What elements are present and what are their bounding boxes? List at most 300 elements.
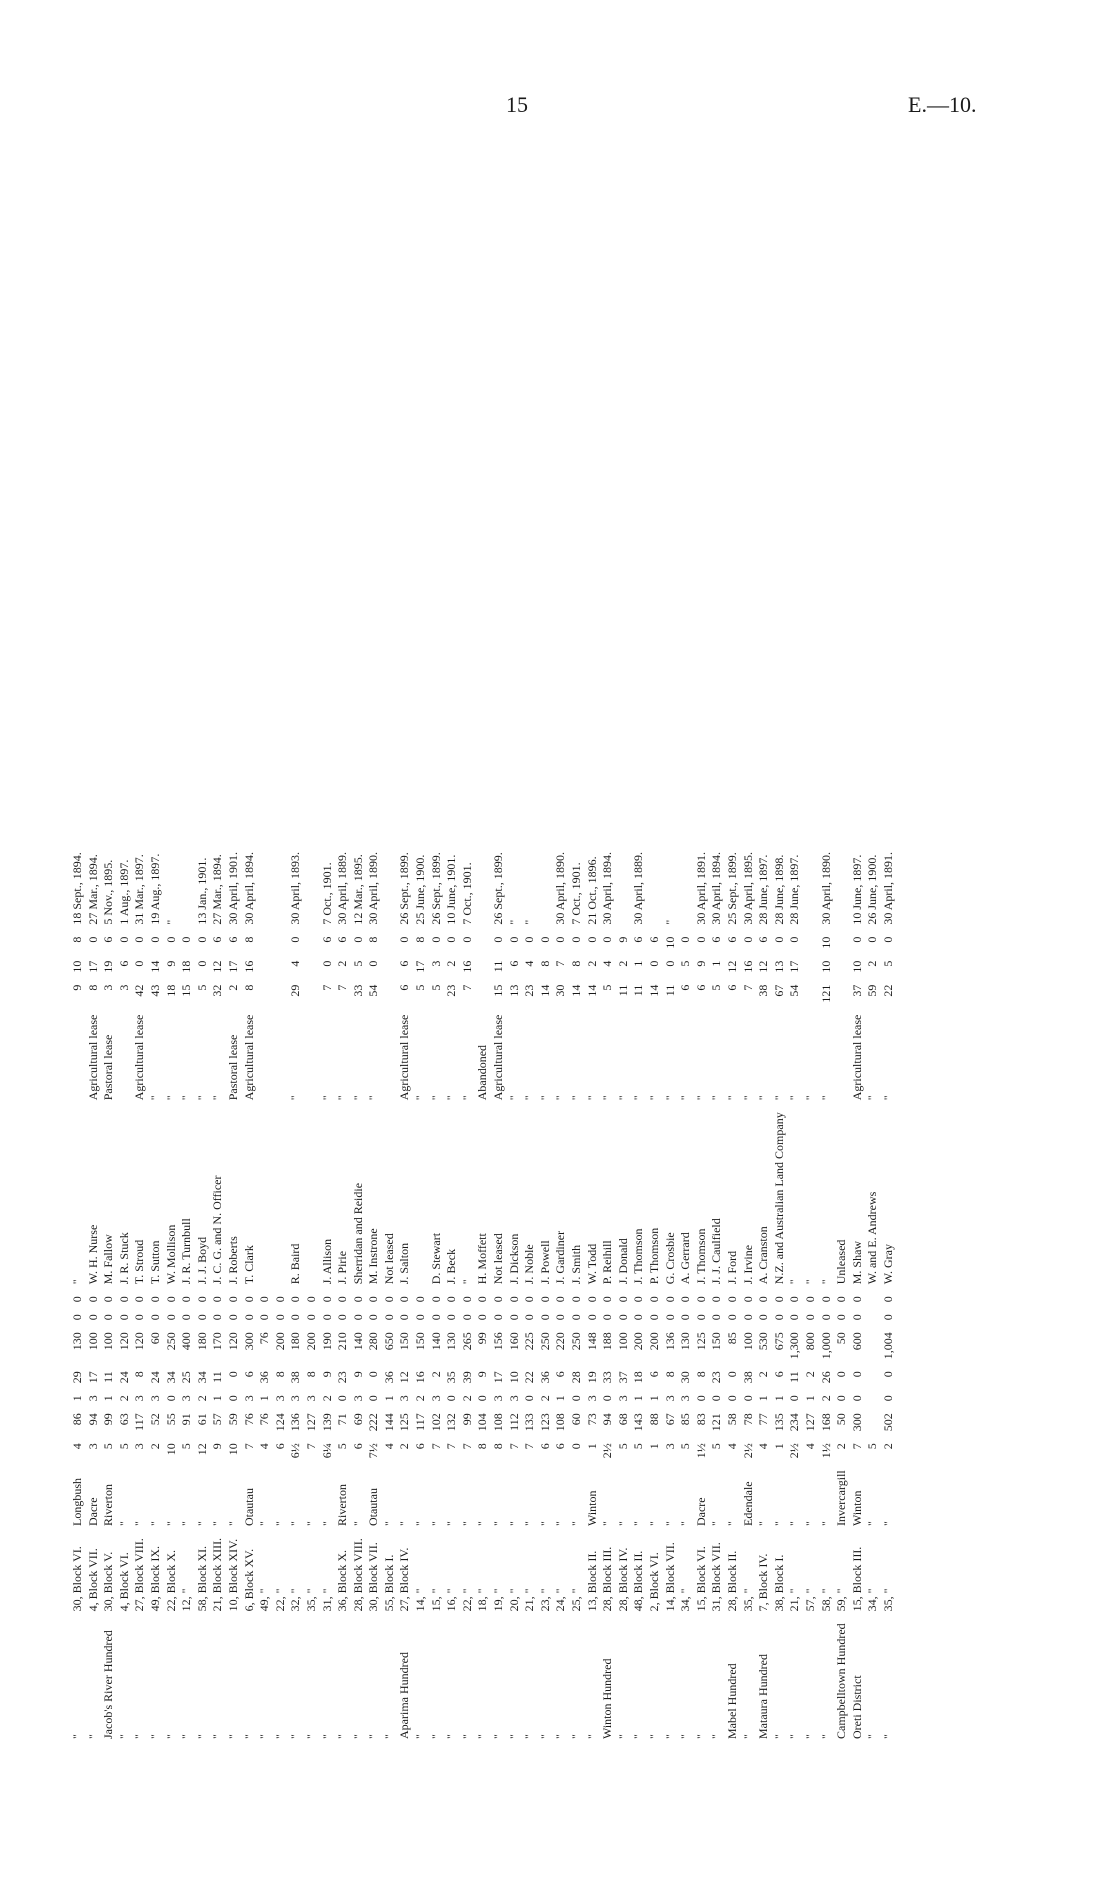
table-cell: 3 <box>85 1443 100 1450</box>
table-cell: 12 <box>194 1443 209 1456</box>
table-cell: 0 <box>459 1296 474 1303</box>
table-cell: 250 <box>537 1332 552 1351</box>
table-cell: 36 <box>257 1371 272 1384</box>
table-cell: 5 <box>335 1443 350 1450</box>
table-cell: 61 <box>194 1413 209 1426</box>
table-cell <box>179 846 195 931</box>
table-cell <box>257 955 273 979</box>
table-cell: 35, " <box>740 1588 755 1612</box>
table-cell: 0 <box>475 1296 490 1303</box>
table-cell: 8 <box>366 936 381 943</box>
table-cell: 2 <box>818 1395 833 1402</box>
table-cell: 5 <box>350 960 365 967</box>
table-cell: 30 April, 1890. <box>366 851 381 925</box>
table-cell: 0 <box>272 1314 287 1321</box>
table-cell: 0 <box>522 1296 537 1303</box>
table-cell: 200 <box>646 1332 661 1351</box>
table-cell: 124 <box>272 1413 287 1432</box>
table-cell <box>304 1009 320 1107</box>
table-cell: Otautau <box>366 1488 381 1527</box>
table-cell: 8 <box>475 1443 490 1450</box>
table-cell: " <box>880 1521 895 1527</box>
table-cell: 15 <box>491 984 506 997</box>
table-cell: 120 <box>225 1332 240 1351</box>
table-cell: M. Shaw <box>849 1240 864 1285</box>
table-row <box>538 846 554 1745</box>
table-cell: 139 <box>319 1413 334 1432</box>
table-cell: " <box>459 1734 474 1739</box>
table-cell: 26 <box>818 1371 833 1384</box>
table-cell <box>803 955 819 979</box>
table-cell: Jacob's River Hundred <box>101 1630 116 1739</box>
table-cell: 0 <box>381 1314 396 1321</box>
table-cell: " <box>475 1521 490 1527</box>
table-cell: 160 <box>506 1332 521 1351</box>
table-cell: Winton <box>584 1490 599 1527</box>
table-cell: 0 <box>225 1395 240 1402</box>
table-cell: 6 <box>506 960 521 967</box>
table-cell: " <box>459 1095 474 1101</box>
table-cell: " <box>459 1279 474 1285</box>
table-cell: " <box>444 1734 459 1739</box>
table-cell: 58, Block XI. <box>194 1546 209 1612</box>
table-cell: 0 <box>475 1395 490 1402</box>
table-cell: 77 <box>756 1413 771 1426</box>
table-cell: 11 <box>491 960 506 973</box>
table-cell: 1 Aug., 1897. <box>116 859 131 925</box>
table-cell: 0 <box>849 1371 864 1378</box>
table-cell: 19, " <box>491 1588 506 1612</box>
table-cell: 0 <box>413 1314 428 1321</box>
table-cell: 27 Mar., 1894. <box>85 854 100 925</box>
table-cell: 132 <box>444 1413 459 1432</box>
table-cell: 0 <box>600 1314 615 1321</box>
table-cell: 0 <box>740 1395 755 1402</box>
table-cell: 31 Mar., 1897. <box>132 854 147 925</box>
table-cell: " <box>194 1521 209 1527</box>
table-cell: 23 <box>335 1371 350 1384</box>
table-cell: 4 <box>802 1443 817 1450</box>
table-cell: 2 <box>116 1395 131 1402</box>
table-cell: 17 <box>413 960 428 973</box>
table-row <box>585 846 601 1745</box>
table-cell: Edendale <box>740 1481 755 1527</box>
table-cell: 143 <box>631 1413 646 1432</box>
table-cell: " <box>818 1279 833 1285</box>
table-cell: Mataura Hundred <box>756 1654 771 1739</box>
table-cell: 0 <box>491 936 506 943</box>
table-cell: " <box>802 1279 817 1285</box>
table-cell: W. H. Nurse <box>85 1224 100 1285</box>
table-cell: 2½ <box>787 1443 802 1459</box>
table-cell: 17 <box>225 960 240 973</box>
table-cell: 10 <box>818 960 833 973</box>
table-cell: 0 <box>413 1296 428 1303</box>
table-row <box>709 846 725 1745</box>
table-row <box>304 846 320 1745</box>
table-cell <box>273 846 289 931</box>
table-cell: 8 <box>413 936 428 943</box>
table-cell: 3 <box>116 984 131 991</box>
table-cell: 3 <box>506 1395 521 1402</box>
table-cell: 2 <box>413 1395 428 1402</box>
table-cell: 7 <box>506 1443 521 1450</box>
table-cell: 6 <box>724 984 739 991</box>
table-cell: 12 <box>210 960 225 973</box>
table-cell: 0 <box>756 1296 771 1303</box>
table-cell: 0 <box>569 1443 583 1450</box>
table-cell: J. Powell <box>537 1240 552 1285</box>
table-cell: 0 <box>241 1314 256 1321</box>
table-row <box>444 846 460 1745</box>
table-cell: " <box>179 1734 194 1739</box>
table-cell <box>273 1009 289 1107</box>
table-cell: 220 <box>553 1332 568 1351</box>
table-cell: 2 <box>397 1443 412 1450</box>
table-cell: 4 <box>756 1443 771 1450</box>
table-cell: 0 <box>491 1296 506 1303</box>
table-cell: 0 <box>584 1314 599 1321</box>
table-cell: 0 <box>771 936 786 943</box>
table-cell: 15 <box>179 984 194 997</box>
table-cell: " <box>381 1521 396 1527</box>
table-cell: 180 <box>288 1332 303 1351</box>
table-row <box>772 846 788 1745</box>
table-cell: 144 <box>381 1413 396 1432</box>
table-cell: " <box>709 1521 724 1527</box>
table-cell: 6 <box>553 1371 568 1378</box>
table-cell: 86 <box>70 1413 84 1426</box>
table-cell: 32, " <box>288 1588 303 1612</box>
table-cell: M. Instrone <box>366 1228 381 1285</box>
table-cell: " <box>288 1521 303 1527</box>
table-cell: Riverton <box>335 1484 350 1527</box>
table-cell: 34 <box>194 1371 209 1384</box>
table-cell: 121 <box>818 984 833 1003</box>
table-cell: 0 <box>397 1314 412 1321</box>
table-cell: " <box>350 1095 365 1101</box>
table-cell: " <box>880 1734 895 1739</box>
table-cell: 58, " <box>818 1588 833 1612</box>
table-cell: " <box>631 1521 646 1527</box>
table-cell: 60 <box>147 1332 162 1345</box>
table-cell: 59 <box>865 984 880 997</box>
table-cell: 0 <box>350 936 365 943</box>
table-cell: J. J. Caulfield <box>709 1218 724 1285</box>
table-row <box>787 846 803 1745</box>
table-cell: " <box>584 1095 599 1101</box>
table-row <box>600 846 616 1745</box>
table-cell: 0 <box>787 936 802 943</box>
table-cell: 25 Sept., 1899. <box>724 852 739 925</box>
table-cell: 200 <box>631 1332 646 1351</box>
table-row <box>491 846 507 1745</box>
table-row <box>522 846 538 1745</box>
table-cell: 0 <box>600 1395 615 1402</box>
table-cell: 14 <box>537 984 552 997</box>
reserves-table <box>70 846 896 1745</box>
table-cell <box>273 931 289 955</box>
table-cell: 30 April, 1894. <box>600 851 615 925</box>
table-cell: 11 <box>631 984 646 997</box>
table-cell: 35, " <box>303 1588 318 1612</box>
table-cell: J. C. G. and N. Officer <box>210 1175 225 1285</box>
table-cell: 4 <box>522 960 537 967</box>
table-cell: 8 <box>272 1371 287 1378</box>
table-cell: " <box>459 1521 474 1527</box>
table-row <box>164 846 180 1745</box>
table-cell: 3 <box>288 1395 303 1402</box>
table-cell: " <box>163 1521 178 1527</box>
table-cell: 1 <box>101 1395 116 1402</box>
table-cell: 10 June, 1901. <box>444 854 459 925</box>
table-cell <box>273 1106 289 1290</box>
table-cell: 33 <box>600 1371 615 1384</box>
table-cell: 22 <box>880 984 895 997</box>
table-cell: 127 <box>303 1413 318 1432</box>
table-cell: " <box>179 1095 194 1101</box>
table-cell: 7 <box>303 1443 318 1450</box>
table-cell: 6 <box>693 984 708 991</box>
table-cell: 0 <box>147 1314 162 1321</box>
table-cell: 0 <box>101 1296 116 1303</box>
table-cell: 37 <box>849 984 864 997</box>
table-cell: 1 <box>771 1443 786 1450</box>
table-cell: 10, Block XIV. <box>225 1538 240 1612</box>
table-cell: " <box>163 919 178 925</box>
table-cell: 20, " <box>506 1588 521 1612</box>
table-cell: 0 <box>740 1296 755 1303</box>
table-row <box>351 846 367 1745</box>
table-cell: 14 <box>646 984 661 997</box>
table-cell: 7 <box>335 984 350 991</box>
table-cell: 17 <box>85 1371 100 1384</box>
table-cell: 14 <box>569 984 583 997</box>
table-cell: " <box>428 1734 443 1739</box>
table-cell: 0 <box>802 1296 817 1303</box>
table-cell: P. Thomson <box>646 1227 661 1285</box>
table-cell: 102 <box>428 1413 443 1432</box>
table-cell: 4, Block VI. <box>116 1552 131 1612</box>
table-cell: 150 <box>709 1332 724 1351</box>
table-cell: Invercargill <box>834 1470 849 1527</box>
table-cell: Dacre <box>85 1497 100 1527</box>
table-cell: 9 <box>693 960 708 967</box>
table-cell: " <box>709 1734 724 1739</box>
table-cell: 2½ <box>600 1443 615 1459</box>
table-cell: 8 <box>662 1371 677 1378</box>
table-cell: Agricultural lease <box>241 1014 256 1101</box>
table-cell <box>803 846 819 931</box>
table-cell: 0 <box>537 1314 552 1321</box>
table-cell: 0 <box>646 1296 661 1303</box>
table-cell: 0 <box>459 1314 474 1321</box>
table-cell: 234 <box>787 1413 802 1432</box>
table-cell: " <box>335 1734 350 1739</box>
table-cell: 100 <box>101 1332 116 1351</box>
table-cell: 0 <box>288 936 303 943</box>
table-cell: 1 <box>771 1395 786 1402</box>
table-cell: 0 <box>678 1314 693 1321</box>
table-cell: 5 <box>179 1443 194 1450</box>
table-cell: Agricultural lease <box>849 1014 864 1101</box>
table-cell: 0 <box>116 1314 131 1321</box>
table-cell: 800 <box>802 1332 817 1351</box>
table-cell: 0 <box>771 1314 786 1321</box>
table-cell: 28 June, 1898. <box>771 854 786 925</box>
table-row <box>834 846 850 1745</box>
table-cell: 13 <box>506 984 521 997</box>
table-cell: " <box>522 919 537 925</box>
table-cell: 0 <box>787 1296 802 1303</box>
table-cell: 7 <box>740 984 755 991</box>
table-cell: " <box>272 1734 287 1739</box>
table-cell: Agricultural lease <box>397 1014 412 1101</box>
table-cell: " <box>802 1734 817 1739</box>
table-row <box>117 846 133 1745</box>
table-cell: " <box>678 1521 693 1527</box>
table-cell: " <box>491 1734 506 1739</box>
table-cell: " <box>272 1521 287 1527</box>
table-cell: 30 April, 1890. <box>818 851 833 925</box>
table-cell: 0 <box>163 1296 178 1303</box>
table-cell: " <box>553 1095 568 1101</box>
table-row <box>413 846 429 1745</box>
table-cell <box>865 1326 881 1365</box>
table-cell: 30 April, 1894. <box>709 851 724 925</box>
table-cell: 0 <box>319 960 334 967</box>
table-cell: 6 <box>397 960 412 967</box>
table-cell: 108 <box>553 1413 568 1432</box>
table-cell: 0 <box>553 936 568 943</box>
table-cell: Winton Hundred <box>600 1658 615 1739</box>
table-cell: 1 <box>584 1443 599 1450</box>
table-cell: 0 <box>85 936 100 943</box>
table-cell: 18 Sept., 1894. <box>70 852 84 925</box>
table-cell: 25 <box>179 1371 194 1384</box>
table-cell: 0 <box>818 1296 833 1303</box>
table-cell: " <box>210 1095 225 1101</box>
table-cell: 8 <box>569 960 583 967</box>
table-cell: 0 <box>834 1395 849 1402</box>
table-cell: Otautau <box>241 1488 256 1527</box>
table-cell: 7 <box>241 1443 256 1450</box>
table-cell: 24, " <box>553 1588 568 1612</box>
table-cell: 7 <box>459 1443 474 1450</box>
table-cell: 2 <box>319 1395 334 1402</box>
table-cell: 0 <box>834 1371 849 1378</box>
table-cell: 6 <box>241 1371 256 1378</box>
table-cell: 42 <box>132 984 147 997</box>
table-cell: 18 <box>179 960 194 973</box>
table-cell: 76 <box>257 1332 272 1345</box>
table-cell: 2 <box>428 1371 443 1378</box>
table-cell <box>257 846 273 931</box>
table-cell: " <box>787 1521 802 1527</box>
table-cell: 18 <box>631 1371 646 1384</box>
table-cell: 0 <box>194 1296 209 1303</box>
table-cell: 0 <box>724 1371 739 1378</box>
table-cell: 71 <box>335 1413 350 1426</box>
table-cell: 15, Block III. <box>849 1546 864 1612</box>
table-cell: W. Todd <box>584 1243 599 1285</box>
table-cell <box>257 1106 273 1290</box>
table-cell <box>834 955 850 979</box>
table-cell: 9 <box>615 936 630 943</box>
table-cell: Pastoral lease <box>101 1034 116 1101</box>
table-cell: 76 <box>241 1413 256 1426</box>
table-cell: 2 <box>615 960 630 967</box>
table-cell <box>803 979 819 1009</box>
table-cell: 1 <box>210 1395 225 1402</box>
table-cell: 0 <box>70 1314 84 1321</box>
table-cell: " <box>709 1095 724 1101</box>
table-cell: 0 <box>615 1296 630 1303</box>
table-cell: 0 <box>147 1296 162 1303</box>
table-cell: 0 <box>880 1314 895 1321</box>
table-cell: 3 <box>491 1395 506 1402</box>
table-cell: 140 <box>350 1332 365 1351</box>
table-cell: 49, " <box>257 1588 272 1612</box>
table-cell: 0 <box>584 1296 599 1303</box>
table-cell: 0 <box>132 960 147 967</box>
table-cell: 400 <box>179 1332 194 1351</box>
table-cell: J. R. Stuck <box>116 1232 131 1285</box>
table-cell: 21 Oct., 1896. <box>584 856 599 925</box>
table-cell: " <box>802 1095 817 1101</box>
table-cell: 21, " <box>787 1588 802 1612</box>
table-cell: 6 <box>771 1371 786 1378</box>
table-row <box>132 846 148 1745</box>
table-cell: 0 <box>194 936 209 943</box>
table-cell: 27, Block IV. <box>397 1547 412 1612</box>
table-cell: " <box>584 1734 599 1739</box>
table-cell: J. Roberts <box>225 1236 240 1285</box>
table-cell: 67 <box>662 1413 677 1426</box>
table-cell: 7 Oct., 1901. <box>319 862 334 925</box>
table-cell: Oreti District <box>849 1675 864 1739</box>
table-cell: 7 Oct., 1901. <box>569 862 583 925</box>
table-cell: 2 <box>459 1395 474 1402</box>
table-cell: 222 <box>366 1413 381 1432</box>
table-cell: 0 <box>194 1314 209 1321</box>
table-cell <box>257 931 273 955</box>
table-cell: 6 <box>335 936 350 943</box>
table-cell: 38 <box>740 1371 755 1384</box>
table-body <box>70 846 896 1745</box>
table-cell: 5 <box>428 984 443 991</box>
table-cell: 0 <box>615 1314 630 1321</box>
table-cell: 6 <box>350 1443 365 1450</box>
table-cell: " <box>631 1095 646 1101</box>
table-row <box>335 846 351 1745</box>
table-cell: 0 <box>553 1296 568 1303</box>
table-cell: " <box>631 1734 646 1739</box>
table-cell: " <box>116 1521 131 1527</box>
table-cell: 4 <box>724 1443 739 1450</box>
table-cell: 5 <box>880 960 895 967</box>
table-cell: 19 Aug., 1897. <box>147 853 162 925</box>
table-row <box>694 846 710 1745</box>
table-cell: 28, Block VIII. <box>350 1538 365 1612</box>
table-cell: 4 <box>288 960 303 967</box>
table-cell: 0 <box>272 1296 287 1303</box>
table-cell <box>304 846 320 931</box>
table-cell: 0 <box>210 1314 225 1321</box>
table-cell: 0 <box>210 1296 225 1303</box>
table-cell: 9 <box>163 960 178 967</box>
table-cell: 2 <box>537 1395 552 1402</box>
